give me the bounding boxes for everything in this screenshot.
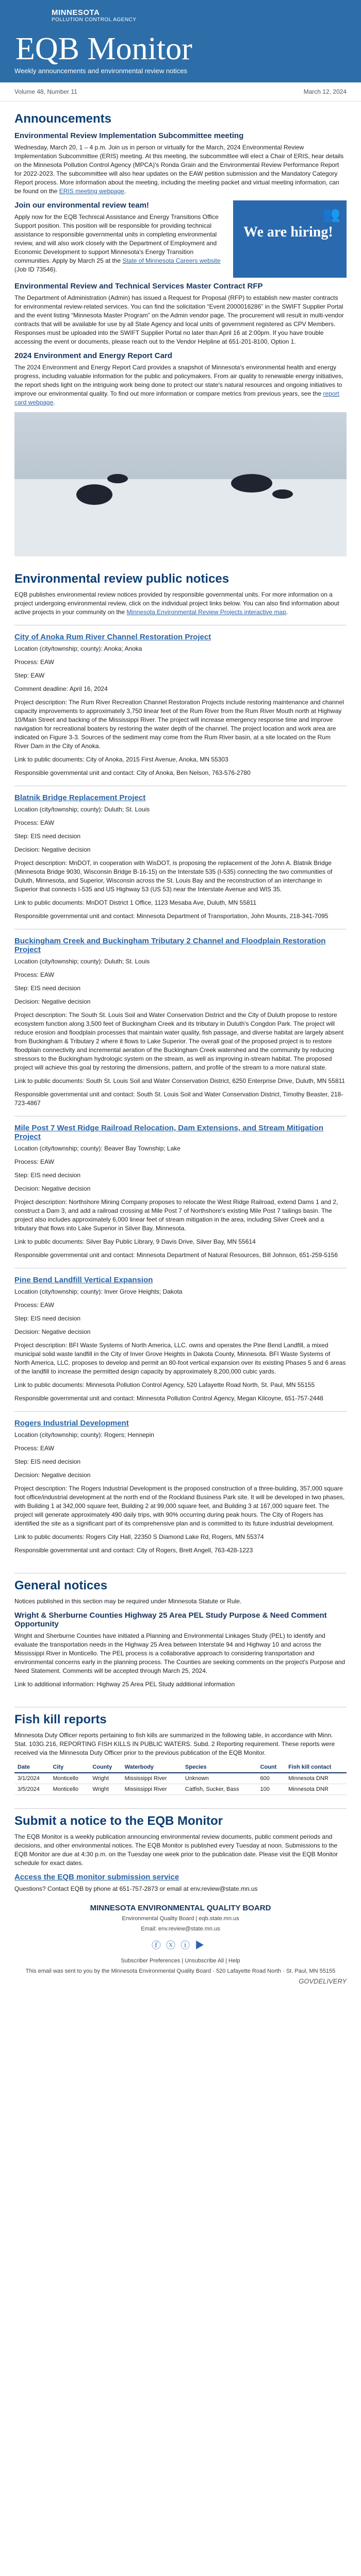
project-description: Project description: The Rogers Industrial Development is the proposed construction of a three-building, 357,000 square foot office/industrial development at the north end of the Rockland Business Park site. It will be developed in two phases, with Building 1 at 342,000 square feet, Building 2 at 99,000 square feet, and Building 3 at 167,000 square feet. The project will generate approximately 490 daily trips, with 90% occurring during peak hours. The City of Rogers has identified the site as a significant part of its comprehensive plan and is committed to its future industrial development.: [14, 1485, 345, 1527]
project-decision: Decision: Negative decision: [14, 998, 91, 1005]
project-location: Location (city/township; county): Anoka; Anoka: [14, 645, 142, 652]
careers-link[interactable]: State of Minnesota Careers website: [122, 257, 221, 264]
hiring-promo: [233, 200, 347, 278]
footer-logo: MINNESOTA ENVIRONMENTAL QUALITY BOARD: [90, 1904, 271, 1912]
table-header: Date: [14, 1762, 50, 1773]
project-location: Location (city/township; county): Beaver Bay Township; Lake: [14, 1145, 180, 1152]
project-description: Project description: Northshore Mining Company proposes to relocate the West Ridge Railroad, extend Dams 1 and 2, construct a Dam 3, and add a railroad crossing at Mile Post 7 of Northshore's existing Mile Post 7 tailings basin. The project also includes approximately 6,000 linear feet of stream mitigation in the area, including Silver Creek and a tributary that flows into Lake Superior in Silver Bay, Minnesota.: [14, 1198, 338, 1232]
announcement-body: The Department of Administration (Admin) has issued a Request for Proposal (RFP) to establish new master contracts for environmental review-related services. You can find the solicitation “Event 2000016286” in the SWIFT Supplier Portal and the event listing “Minnesota Master Program” on the Admin vendor page. The procurement will result in multi-vendor contracts that will be available for use by all State Agency and local units of government registered as CPV Members. Responses must be uploaded into the SWIFT Supplier Portal no later than April 16 at 2:00pm. If you have trouble accessing the event or documents, please reach out to the Vendor Helpline at 651-201-8100, Option 1.: [14, 294, 344, 345]
notices-heading: Environmental review public notices: [14, 572, 229, 586]
public-documents: Link to public documents: Silver Bay Public Library, 9 Davis Drive, Silver Bay, MN 55614: [14, 1238, 256, 1245]
project-location: Location (city/township; county): Inver Grove Heights; Dakota: [14, 1288, 183, 1295]
announcement-title: Environmental Review Implementation Subcommittee meeting: [14, 131, 244, 140]
bald-eagles-photo: [14, 412, 347, 556]
submit-section: [0, 1795, 361, 1893]
project-decision: Decision: Negative decision: [14, 1328, 91, 1335]
people-icon: 👥: [322, 206, 340, 222]
govdelivery-logo: GOVDELIVERY: [299, 1977, 347, 1985]
public-documents: Link to public documents: Rogers City Hall, 22350 S Diamond Lake Rd, Rogers, MN 55374: [14, 1533, 264, 1540]
project-step: Step: EIS need decision: [14, 1458, 81, 1465]
fish-kill-section: [0, 1693, 361, 1795]
general-intro: Notices published in this section may be required under Minnesota Statute or Rule.: [14, 1598, 242, 1605]
issue-dateline: [0, 82, 361, 101]
table-header: County: [89, 1762, 121, 1773]
comment-deadline: Comment deadline: April 16, 2024: [14, 685, 108, 692]
footer-line: Environmental Quality Board | eqb.state.mn.us: [122, 1916, 239, 1922]
eris-link[interactable]: ERIS meeting webpage: [59, 188, 124, 195]
general-notice-body: Wright and Sherburne Counties have initiated a Planning and Environmental Linkages Study (PEL) to identify and evaluate the transportation needs in the Highway 25 Area between Interstate 94 and Highway 10 and across the Mississippi River in Monticello. The PEL process is a collaborative approach to considering transportation and environmental concerns early in the planning process. The Counties are seeking comments on the project's Purpose and Need Statement. Comments will be accepted through March 25, 2024.: [14, 1632, 346, 1674]
project-step: Step: EIS need decision: [14, 833, 81, 840]
fish-kill-heading: Fish kill reports: [14, 1713, 107, 1726]
newsletter-title: EQB Monitor: [15, 31, 192, 66]
announcement-title: 2024 Environment and Energy Report Card: [14, 351, 172, 360]
table-header: Fish kill contact: [285, 1762, 347, 1773]
report-card-link[interactable]: report card webpage: [14, 390, 339, 406]
project-decision: Decision: Negative decision: [14, 1471, 91, 1479]
promo-text: We are hiring!: [243, 224, 333, 240]
submit-heading: Submit a notice to the EQB Monitor: [14, 1814, 223, 1828]
rgu-contact: Responsible governmental unit and contact: City of Rogers, Brett Angell, 763-428-1223: [14, 1547, 253, 1554]
announcement-body: Apply now for the EQB Technical Assistance and Energy Transitions Office Support position. This position will be responsible for providing technical assistance to responsible governmental units in completing environmental review, and will also work closely with the Department of Employment and Economic Development to support Minnesota's Energy Transition communities. Apply by March 25 at the State of Minnesota Careers website (Job ID 73546).: [14, 213, 221, 273]
twitter-icon[interactable]: ⓧ: [166, 1940, 180, 1951]
announcement-title: Environmental Review and Technical Services Master Contract RFP: [14, 282, 263, 291]
submit-body: The EQB Monitor is a weekly publication announcing environmental review documents, public comment periods and decisions, and other environmental notices. The EQB Monitor is published every Tuesday at noon. Submissions to the EQB Monitor are due at 4:30 p.m. on the Tuesday one week prior to the publication date. Please visit the EQB Monitor schedule for exact dates.: [14, 1833, 338, 1867]
public-documents: Link to public documents: City of Anoka, 2015 First Avenue, Anoka, MN 55303: [14, 756, 228, 763]
footer-legal: This email was sent to you by the Minnesota Environmental Quality Board · 520 Lafayette Road North · St. Paul, MN 55155: [25, 1968, 336, 1974]
general-more-info: Link to additional information: Highway 25 Area PEL Study additional information: [14, 1681, 235, 1688]
project-step: Step: EIS need decision: [14, 985, 81, 992]
rgu-contact: Responsible governmental unit and contact: City of Anoka, Ben Nelson, 763-576-2780: [14, 769, 251, 776]
announcements-section: [0, 101, 361, 556]
newsletter-tagline: Weekly announcements and environmental review notices: [14, 67, 188, 75]
project-title-link[interactable]: Mile Post 7 West Ridge Railroad Relocation, Dam Extensions, and Stream Mitigation Project: [14, 1124, 324, 1141]
project-location: Location (city/township; county): Rogers; Hennepin: [14, 1431, 154, 1438]
announcement-body: Wednesday, March 20, 1 – 4 p.m. Join us in person or virtually for the March, 2024 Environmental Review Implementation Subcommittee (ERIS) meeting. At this meeting, the subcommittee will elect a Chair of ERIS, hear details on the Minnesota Pollution Control Agency (MPCA)'s Ronda Grain and the Environmental Review Performance Report for 2022-2023. The subcommittee will also hear updates on the EAW petition submission and the Mandatory Category Report process. More information about the meeting, including the meeting packet and virtual meeting information, can be found on the ERIS meeting webpage.: [14, 144, 344, 195]
project-title-link[interactable]: Blatnik Bridge Replacement Project: [14, 793, 146, 802]
public-documents: Link to public documents: MnDOT District 1 Office, 1123 Mesaba Ave, Duluth, MN 55811: [14, 899, 257, 906]
project-process: Process: EAW: [14, 658, 54, 666]
volume-number: Volume 48, Number 11: [14, 88, 77, 95]
project-description: Project description: MnDOT, in cooperation with WisDOT, is proposing the replacement of the John A. Blatnik Bridge (Minnesota Bridge 9030, Wisconsin Bridge B-16-15) on the Interstate 535 (I-535) connecting the two communities of Duluth, Minnesota, and Superior, Wisconsin across the St. Louis Bay and the reconstruction of an interchange in Superior that connects I-535 and US Highway 53 (US 53) near the Interstate Avenue and WIS 35.: [14, 859, 333, 893]
youtube-icon[interactable]: ▶: [195, 1940, 209, 1951]
general-notices-heading: General notices: [14, 1579, 108, 1592]
public-documents: Link to public documents: South St. Louis Soil and Water Conservation District, 6250 Enterprise Drive, Duluth, MN 55811: [14, 1077, 345, 1084]
table-header: Waterbody: [122, 1762, 182, 1773]
notices-section: [0, 562, 361, 1555]
project-process: Process: EAW: [14, 1445, 54, 1452]
masthead: [0, 0, 361, 82]
announcement-body: The 2024 Environment and Energy Report Card provides a snapshot of Minnesota's environmental health and energy progress, including valuable information for the public and policymakers. From air quality to renewable energy initiatives, the report sheds light on the intriguing work being done to protect our state's natural resources and ongoing initiatives to improve our environmental quality. To find out more information or compare metrics from previous years, see the report card webpage.: [14, 364, 343, 406]
table-row: 3/1/2024 Monticello Wright Mississippi River Unknown 600 Minnesota DNR: [14, 1773, 347, 1784]
announcement-title: Join our environmental review team!: [14, 201, 149, 210]
project-decision: Decision: Negative decision: [14, 1185, 91, 1192]
table-header: Count: [257, 1762, 285, 1773]
project-location: Location (city/township; county): Duluth; St. Louis: [14, 958, 150, 965]
project-title-link[interactable]: City of Anoka Rum River Channel Restoration Project: [14, 633, 211, 641]
footer-email: Email: env.review@state.mn.us: [141, 1926, 220, 1932]
submission-service-link[interactable]: Access the EQB monitor submission service: [14, 1873, 179, 1882]
general-notice-title: Wright & Sherburne Counties Highway 25 Area PEL Study Purpose & Need Comment Opportunity: [14, 1611, 327, 1629]
rgu-contact: Responsible governmental unit and contact: Minnesota Pollution Control Agency, Megan Kilcoyne, 651-757-2448: [14, 1395, 323, 1402]
rgu-contact: Responsible governmental unit and contact: South St. Louis Soil and Water Conservation District, Timothy Beaster, 218-723-4867: [14, 1091, 343, 1107]
fish-kill-intro: Minnesota Duty Officer reports pertaining to fish kills are summarized in the following table, in accordance with Minn. Stat. 103G.216, REPORTING FISH KILLS IN PUBLIC WATERS. Subd. 2 Reporting requirement. These reports were received via the Minnesota Duty Officer prior to the previous publication of the EQB Monitor.: [14, 1732, 335, 1756]
public-documents: Link to public documents: Minnesota Pollution Control Agency, 520 Lafayette Road North, St. Paul, MN 55155: [14, 1381, 315, 1388]
rgu-contact: Responsible governmental unit and contact: Minnesota Department of Natural Resources, Bill Johnson, 651-259-5156: [14, 1251, 338, 1259]
projects-map-link[interactable]: Minnesota Environmental Review Projects interactive map: [126, 608, 286, 616]
project-decision: Decision: Negative decision: [14, 846, 91, 853]
project-title-link[interactable]: Rogers Industrial Development: [14, 1419, 129, 1428]
issue-date: March 12, 2024: [303, 88, 347, 95]
project-description: Project description: The South St. Louis Soil and Water Conservation District and the City of Duluth propose to restore ecosystem function along 3,500 feet of Buckingham Creek and its tributary in Duluth's Congdon Park. The project will reduce erosion and floodplain processes that maintain water quality, fish passage, and diverse habitat are largely absent from Buckingham & Tributary 2 where it flows to Lake Superior. The overall goal of the proposed project is to restore floodplain connectivity and incremental aeration of the Buckingham Creek watershed and the community by reducing stressors to the Buckingham hydrologic system on the stream, as well as improving in-stream habitat. The proposed project will achieve this goal by restoring the dimensions, pattern, and profile of the stream to a more natural state.: [14, 1011, 344, 1071]
agency-logo: MINNESOTA POLLUTION CONTROL AGENCY: [52, 8, 137, 23]
footer: [0, 1904, 361, 2006]
general-notices-section: [0, 1560, 361, 1689]
facebook-icon[interactable]: ⓕ: [152, 1940, 166, 1951]
project-description: Project description: BFI Waste Systems of North America, LLC. owns and operates the Pine Bend Landfill, a mixed municipal solid waste landfill in the City of Inver Grove Heights in Dakota County, Minnesota. BFI Waste Systems of North America, LLC. proposes to develop and permit an 80-foot vertical expansion over its existing Phases 5 and 6 areas of the landfill to increase the permitted design capacity by approximately 8,200,000 cubic yards.: [14, 1342, 346, 1375]
fish-kill-table: [14, 1762, 347, 1795]
table-header: Species: [182, 1762, 257, 1773]
project-location: Location (city/township; county): Duluth; St. Louis: [14, 806, 150, 813]
project-process: Process: EAW: [14, 1301, 54, 1309]
subscriber-links[interactable]: Subscriber Preferences | Unsubscribe All | Help: [121, 1958, 240, 1964]
project-step: Step: EAW: [14, 672, 45, 679]
project-process: Process: EAW: [14, 971, 54, 978]
project-step: Step: EIS need decision: [14, 1172, 81, 1179]
project-title-link[interactable]: Pine Bend Landfill Vertical Expansion: [14, 1276, 153, 1284]
project-step: Step: EIS need decision: [14, 1315, 81, 1322]
notices-intro: EQB publishes environmental review notices provided by responsible governmental units. For more information on a project undergoing environmental review, click on the individual project links below. You can also find information about active projects in your community on the Minnesota Environmental Review Projects interactive map.: [14, 591, 339, 616]
announcements-heading: Announcements: [14, 112, 112, 126]
project-process: Process: EAW: [14, 819, 54, 826]
social-icons: [0, 1938, 361, 1952]
rgu-contact: Responsible governmental unit and contact: Minnesota Department of Transportation, John Mounts, 218-341-7095: [14, 912, 329, 920]
table-header: City: [50, 1762, 89, 1773]
project-description: Project description: The Rum River Recreation Channel Restoration Projects include restoring maintenance and channel capacity improvements to approximately 3,750 linear feet of the Rum River from the Rum River Mouth north at Highway 10/Main Street and backing of the Mississippi River. The project will increase emergency response time and improve navigation for recreational boaters by restoring the water depth of the channel. The project location and work area are indicated on Figure 3-3. Sources of the sediment may come from the Rum River basin, at a site located on the Rum River Dam in the City of Anoka.: [14, 699, 344, 750]
table-row: 3/5/2024 Monticello Wright Mississippi River Catfish, Sucker, Bass 100 Minnesota DNR: [14, 1784, 347, 1795]
linkedin-icon[interactable]: ⓘ: [180, 1940, 195, 1951]
questions-contact: Questions? Contact EQB by phone at 651-757-2873 or email at env.review@state.mn.us: [14, 1885, 258, 1892]
project-title-link[interactable]: Buckingham Creek and Buckingham Tributary 2 Channel and Floodplain Restoration Project: [14, 937, 326, 954]
project-process: Process: EAW: [14, 1158, 54, 1165]
